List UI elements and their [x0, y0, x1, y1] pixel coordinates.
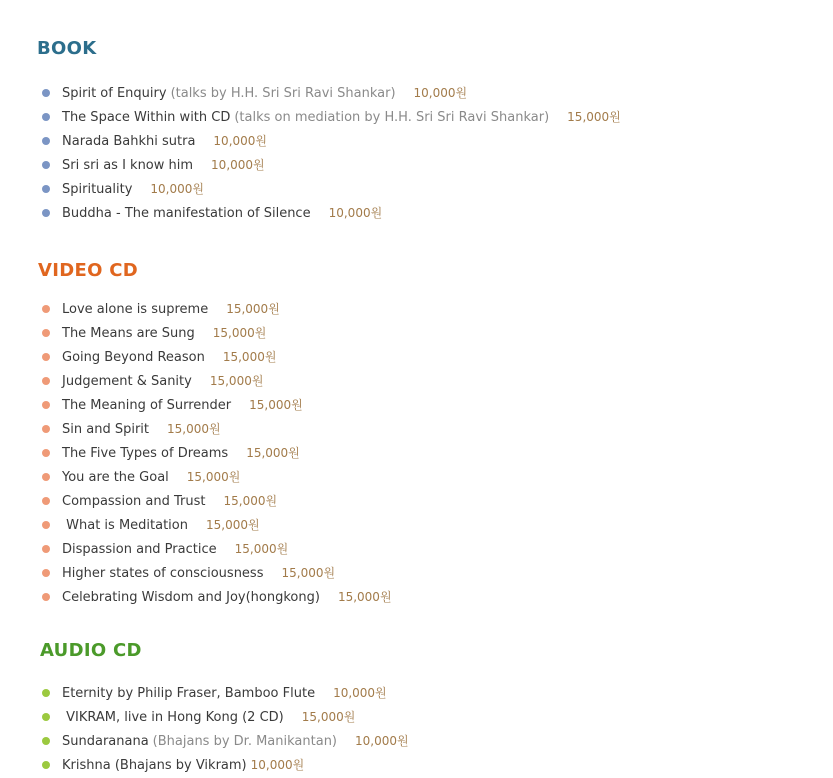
list-item [0, 585, 833, 609]
item-price: 15,000원 [223, 494, 278, 508]
item-note: (talks on mediation by H.H. Sri Sri Ravi Shankar) [234, 110, 550, 125]
list-item [0, 81, 833, 105]
item-title: Krishna (Bhajans by Vikram) [62, 758, 247, 773]
item-price: 10,000원 [150, 182, 204, 196]
item-price: 15,000원 [226, 302, 280, 316]
item-price: 15,000원 [222, 350, 277, 364]
bullet-icon [42, 473, 50, 481]
item-price: 15,000원 [246, 446, 300, 460]
audio-cd-heading: AUDIO CD [40, 640, 142, 661]
item-title: Sin and Spirit [62, 422, 149, 437]
item-title: Spirit of Enquiry [62, 86, 167, 101]
bullet-icon [42, 137, 50, 145]
list-item [0, 201, 833, 225]
bullet-icon [42, 377, 50, 385]
item-price: 15,000원 [337, 590, 392, 604]
list-item [0, 321, 833, 345]
list-item [0, 105, 833, 129]
bullet-icon [42, 353, 50, 361]
item-title: Celebrating Wisdom and Joy(hongkong) [62, 590, 320, 605]
list-item [0, 393, 833, 417]
bullet-icon [42, 425, 50, 433]
bullet-icon [42, 161, 50, 169]
item-price: 15,000원 [205, 518, 260, 532]
video-cd-list [0, 297, 833, 609]
bullet-icon [42, 689, 50, 697]
item-title: Dispassion and Practice [62, 542, 217, 557]
item-price: 15,000원 [301, 710, 356, 724]
item-title: Eternity by Philip Fraser, Bamboo Flute [62, 686, 316, 701]
list-item [0, 369, 833, 393]
bullet-icon [42, 569, 50, 577]
audio-cd-list [0, 681, 833, 777]
list-item [0, 465, 833, 489]
book-list [0, 81, 833, 225]
list-item [0, 561, 833, 585]
item-title: Spirituality [62, 182, 133, 197]
item-price: 10,000원 [250, 758, 305, 772]
item-price: 15,000원 [249, 398, 303, 412]
item-title: Sundaranana [62, 734, 149, 749]
item-title: Buddha - The manifestation of Silence [62, 206, 311, 221]
item-title: Narada Bahkhi sutra [62, 134, 196, 149]
list-item [0, 681, 833, 705]
item-price: 10,000원 [213, 134, 268, 148]
item-price: 15,000원 [567, 110, 621, 124]
list-item [0, 297, 833, 321]
item-price: 15,000원 [167, 422, 221, 436]
item-title: Higher states of consciousness [62, 566, 264, 581]
video-cd-heading: VIDEO CD [38, 260, 138, 281]
bullet-icon [42, 449, 50, 457]
bullet-icon [42, 737, 50, 745]
list-item [0, 153, 833, 177]
item-price: 15,000원 [186, 470, 241, 484]
item-title: Love alone is supreme [62, 302, 209, 317]
bullet-icon [42, 209, 50, 217]
item-title: What is Meditation [62, 518, 188, 533]
list-item [0, 417, 833, 441]
bullet-icon [42, 185, 50, 193]
bullet-icon [42, 329, 50, 337]
list-item [0, 729, 833, 753]
bullet-icon [42, 497, 50, 505]
bullet-icon [42, 305, 50, 313]
bullet-icon [42, 89, 50, 97]
bullet-icon [42, 521, 50, 529]
item-title: Sri sri as I know him [62, 158, 194, 173]
bullet-icon [42, 761, 50, 769]
item-title: The Meaning of Surrender [62, 398, 232, 413]
list-item [0, 513, 833, 537]
bullet-icon [42, 401, 50, 409]
item-price: 15,000원 [281, 566, 336, 580]
list-item [0, 345, 833, 369]
item-title: VIKRAM, live in Hong Kong (2 CD) [62, 710, 284, 725]
book-heading: BOOK [37, 38, 97, 59]
item-title: Compassion and Trust [62, 494, 206, 509]
item-price: 10,000원 [211, 158, 265, 172]
bullet-icon [42, 545, 50, 553]
item-note: (Bhajans by Dr. Manikantan) [152, 734, 338, 749]
bullet-icon [42, 113, 50, 121]
item-title: Judgement & Sanity [62, 374, 192, 389]
item-note: (talks by H.H. Sri Sri Ravi Shankar) [170, 86, 396, 101]
item-title: The Space Within with CD [62, 110, 231, 125]
item-price: 15,000원 [212, 326, 267, 340]
item-title: Going Beyond Reason [62, 350, 205, 365]
item-price: 15,000원 [234, 542, 289, 556]
item-price: 10,000원 [333, 686, 387, 700]
item-title: You are the Goal [62, 470, 169, 485]
item-price: 15,000원 [209, 374, 264, 388]
item-price: 10,000원 [328, 206, 383, 220]
list-item [0, 129, 833, 153]
list-item [0, 753, 833, 777]
bullet-icon [42, 593, 50, 601]
item-price: 10,000원 [413, 86, 468, 100]
list-item [0, 441, 833, 465]
bullet-icon [42, 713, 50, 721]
list-item [0, 705, 833, 729]
item-title: The Means are Sung [62, 326, 195, 341]
list-item [0, 489, 833, 513]
item-title: The Five Types of Dreams [62, 446, 229, 461]
list-item [0, 177, 833, 201]
item-price: 10,000원 [355, 734, 409, 748]
list-item [0, 537, 833, 561]
